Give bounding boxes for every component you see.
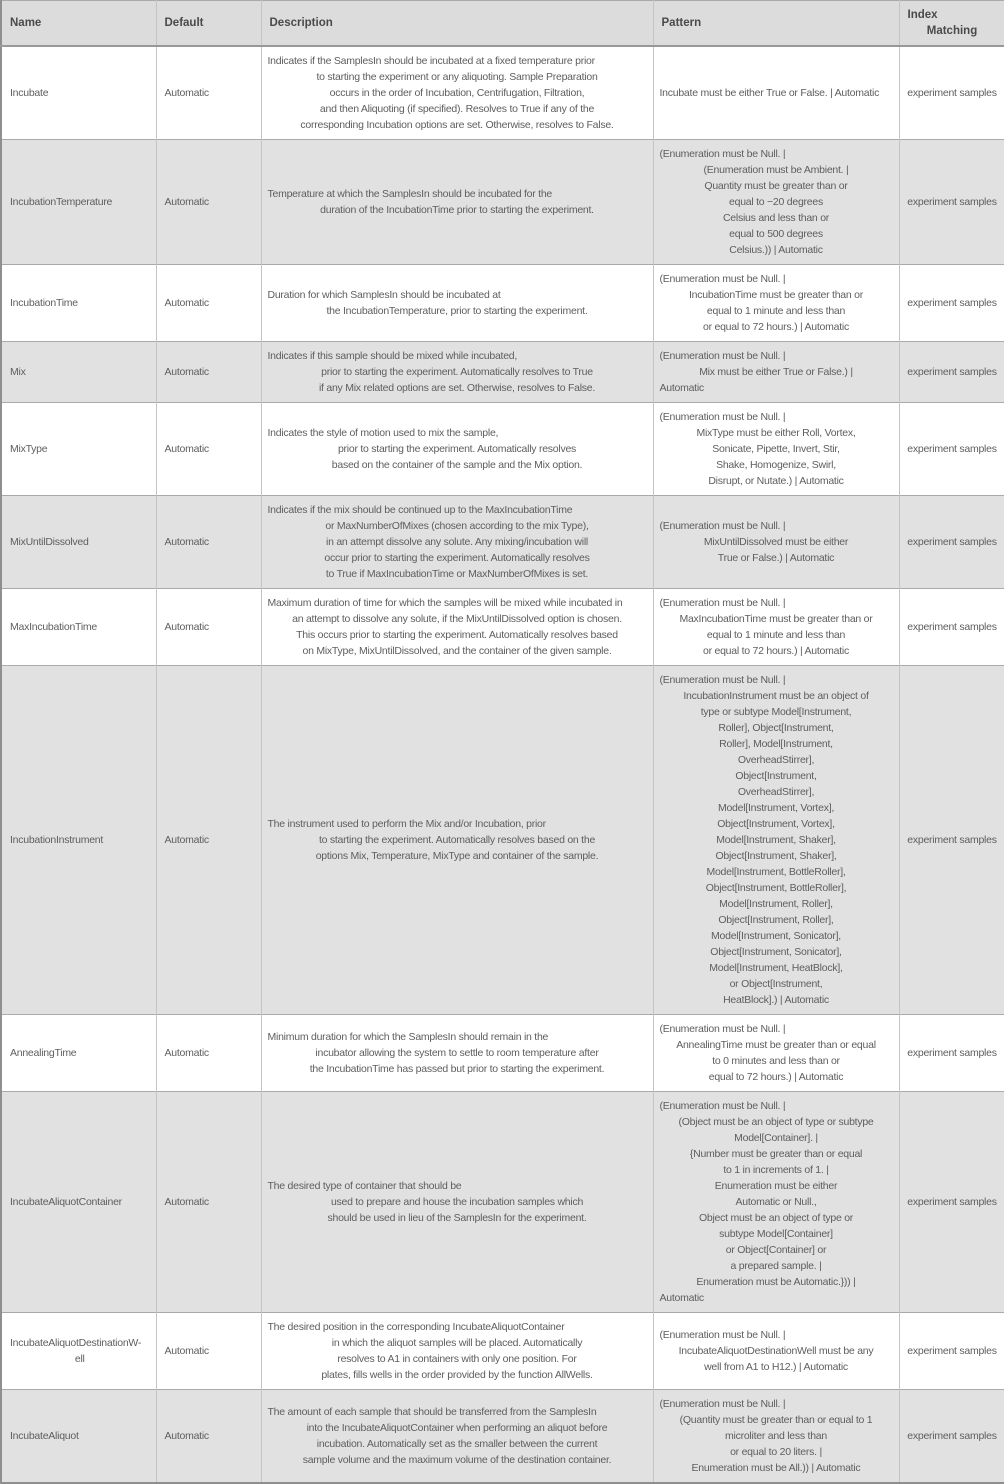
pattern-line: Model[Instrument, Sonicator], bbox=[711, 930, 841, 942]
index-matching-value: experiment samples bbox=[907, 1430, 997, 1442]
option-name: Mix bbox=[10, 366, 26, 378]
index-matching-cell bbox=[899, 1092, 1004, 1313]
description-line: Indicates if the SamplesIn should be incubated at a fixed temperature prior bbox=[267, 55, 595, 67]
default-value-cell bbox=[156, 1390, 261, 1484]
description-line: an attempt to dissolve any solute, if the MixUntilDissolved option is chosen. bbox=[292, 613, 622, 625]
index-matching-cell bbox=[899, 666, 1004, 1015]
pattern-line: type or subtype Model[Instrument, bbox=[700, 706, 852, 718]
pattern-line: (Enumeration must be Null. | bbox=[659, 148, 786, 160]
option-name: IncubateAliquotContainer bbox=[10, 1196, 122, 1208]
option-name: IncubationInstrument bbox=[10, 834, 104, 846]
default-value: Automatic bbox=[164, 196, 209, 208]
option-name: IncubationTemperature bbox=[10, 196, 113, 208]
description-line: The desired type of container that should be bbox=[267, 1180, 462, 1192]
pattern-line: IncubationInstrument must be an object of bbox=[683, 690, 869, 702]
table-header bbox=[1, 1, 1004, 47]
description-line: corresponding Incubation options are set. Otherwise, resolves to False. bbox=[300, 119, 614, 131]
option-name-cell bbox=[1, 140, 156, 265]
option-name-cell bbox=[1, 1092, 156, 1313]
description-line: Indicates the style of motion used to mix the sample, bbox=[267, 427, 499, 439]
pattern-cell bbox=[653, 1015, 899, 1092]
index-matching-cell bbox=[899, 1015, 1004, 1092]
pattern-line: equal to 1 minute and less than bbox=[706, 305, 846, 317]
pattern-line: Enumeration must be Automatic.})) | bbox=[696, 1276, 856, 1288]
pattern-line: Model[Instrument, Vortex], bbox=[717, 802, 835, 814]
description-line: Indicates if this sample should be mixed while incubated, bbox=[267, 350, 518, 362]
pattern-line: Automatic bbox=[659, 1292, 704, 1304]
index-matching-value: experiment samples bbox=[907, 1196, 997, 1208]
column-header-default bbox=[156, 1, 261, 47]
description-cell bbox=[261, 140, 653, 265]
description-line: options Mix, Temperature, MixType and container of the sample. bbox=[315, 850, 599, 862]
default-value-cell bbox=[156, 265, 261, 342]
pattern-cell bbox=[653, 46, 899, 140]
pattern-line: to 0 minutes and less than or bbox=[712, 1055, 840, 1067]
pattern-line: (Enumeration must be Null. | bbox=[659, 1329, 786, 1341]
description-cell bbox=[261, 589, 653, 666]
table-row bbox=[1, 46, 1004, 140]
pattern-line: MaxIncubationTime must be greater than or bbox=[679, 613, 873, 625]
index-matching-value: experiment samples bbox=[907, 366, 997, 378]
description-line: occur prior to starting the experiment. Automatically resolves bbox=[324, 552, 590, 564]
pattern-line: Enumeration must be All.)) | Automatic bbox=[691, 1462, 861, 1474]
default-value-cell bbox=[156, 1015, 261, 1092]
description-line: the IncubationTemperature, prior to starting the experiment. bbox=[326, 305, 588, 317]
pattern-line: Automatic or Null., bbox=[735, 1196, 817, 1208]
pattern-cell bbox=[653, 403, 899, 496]
pattern-line: (Enumeration must be Ambient. | bbox=[703, 164, 849, 176]
index-matching-cell bbox=[899, 589, 1004, 666]
pattern-cell bbox=[653, 1390, 899, 1484]
option-name-cell bbox=[1, 589, 156, 666]
column-header-label: Default bbox=[164, 17, 204, 29]
pattern-line: Shake, Homogenize, Swirl, bbox=[716, 459, 836, 471]
description-line: sample volume and the maximum volume of the destination container. bbox=[302, 1454, 612, 1466]
index-matching-cell bbox=[899, 1390, 1004, 1484]
pattern-line: Object[Instrument, BottleRoller], bbox=[705, 882, 847, 894]
description-line: or MaxNumberOfMixes (chosen according to the mix Type), bbox=[325, 520, 589, 532]
index-matching-cell bbox=[899, 1313, 1004, 1390]
column-header-description bbox=[261, 1, 653, 47]
default-value: Automatic bbox=[164, 297, 209, 309]
description-line: and then Aliquoting (if specified). Resolves to True if any of the bbox=[319, 103, 595, 115]
option-name: IncubateAliquotDestinationW- bbox=[10, 1337, 142, 1349]
column-header-pattern bbox=[653, 1, 899, 47]
pattern-cell bbox=[653, 342, 899, 403]
description-cell bbox=[261, 46, 653, 140]
description-line: plates, fills wells in the order provided by the function AllWells. bbox=[321, 1369, 593, 1381]
table-row bbox=[1, 666, 1004, 1015]
default-value: Automatic bbox=[164, 1430, 209, 1442]
description-line: to True if MaxIncubationTime or MaxNumberOfMixes is set. bbox=[325, 568, 589, 580]
pattern-line: or equal to 72 hours.) | Automatic bbox=[703, 645, 849, 657]
pattern-line: HeatBlock].) | Automatic bbox=[723, 994, 829, 1006]
pattern-line: (Enumeration must be Null. | bbox=[659, 597, 786, 609]
default-value: Automatic bbox=[164, 1047, 209, 1059]
pattern-line: (Enumeration must be Null. | bbox=[659, 520, 786, 532]
index-matching-value: experiment samples bbox=[907, 196, 997, 208]
pattern-line: IncubateAliquotDestinationWell must be any bbox=[678, 1345, 874, 1357]
option-name-cell bbox=[1, 403, 156, 496]
description-cell bbox=[261, 496, 653, 589]
pattern-line: OverheadStirrer], bbox=[737, 754, 815, 766]
description-line: The instrument used to perform the Mix and/or Incubation, prior bbox=[267, 818, 546, 830]
description-line: to starting the experiment or any aliquoting. Sample Preparation bbox=[316, 71, 598, 83]
index-matching-cell bbox=[899, 140, 1004, 265]
description-line: This occurs prior to starting the experiment. Automatically resolves based bbox=[296, 629, 618, 641]
default-value: Automatic bbox=[164, 87, 209, 99]
pattern-line: equal to −20 degrees bbox=[729, 196, 823, 208]
pattern-cell bbox=[653, 589, 899, 666]
table-row bbox=[1, 342, 1004, 403]
pattern-line: Model[Instrument, HeatBlock], bbox=[709, 962, 843, 974]
pattern-line: Model[Instrument, Shaker], bbox=[716, 834, 836, 846]
default-value: Automatic bbox=[164, 1345, 209, 1357]
header-row bbox=[1, 1, 1004, 47]
pattern-line: (Enumeration must be Null. | bbox=[659, 411, 786, 423]
description-cell bbox=[261, 666, 653, 1015]
option-name: MixType bbox=[10, 443, 48, 455]
pattern-line: or equal to 20 liters. | bbox=[730, 1446, 822, 1458]
description-line: Duration for which SamplesIn should be incubated at bbox=[267, 289, 501, 301]
index-matching-cell bbox=[899, 403, 1004, 496]
pattern-line: Disrupt, or Nutate.) | Automatic bbox=[708, 475, 844, 487]
pattern-line: or Object[Instrument, bbox=[729, 978, 823, 990]
description-line: the IncubationTime has passed but prior to starting the experiment. bbox=[309, 1063, 605, 1075]
description-line: should be used in lieu of the SamplesIn for the experiment. bbox=[327, 1212, 587, 1224]
default-value: Automatic bbox=[164, 621, 209, 633]
index-matching-value: experiment samples bbox=[907, 443, 997, 455]
pattern-line: Object[Instrument, Sonicator], bbox=[710, 946, 842, 958]
pattern-line: Model[Instrument, Roller], bbox=[719, 898, 833, 910]
pattern-line: Object[Instrument, Shaker], bbox=[715, 850, 837, 862]
pattern-cell bbox=[653, 666, 899, 1015]
option-name-cell bbox=[1, 496, 156, 589]
pattern-line: IncubationTime must be greater than or bbox=[689, 289, 863, 301]
default-value-cell bbox=[156, 666, 261, 1015]
pattern-cell bbox=[653, 496, 899, 589]
pattern-line: Celsius and less than or bbox=[722, 212, 830, 224]
default-value-cell bbox=[156, 342, 261, 403]
pattern-cell bbox=[653, 1313, 899, 1390]
description-line: prior to starting the experiment. Automatically resolves to True bbox=[321, 366, 593, 378]
default-value-cell bbox=[156, 140, 261, 265]
option-name: ell bbox=[74, 1353, 85, 1365]
option-name: MixUntilDissolved bbox=[10, 536, 89, 548]
description-line: in an attempt dissolve any solute. Any mixing/incubation will bbox=[326, 536, 588, 548]
option-name: IncubateAliquot bbox=[10, 1430, 79, 1442]
default-value-cell bbox=[156, 1313, 261, 1390]
column-header-label: Description bbox=[269, 17, 333, 29]
index-matching-value: experiment samples bbox=[907, 621, 997, 633]
pattern-line: Object[Instrument, Vortex], bbox=[717, 818, 835, 830]
pattern-line: AnnealingTime must be greater than or equal bbox=[676, 1039, 876, 1051]
description-line: The amount of each sample that should be transferred from the SamplesIn bbox=[267, 1406, 597, 1418]
option-name-cell bbox=[1, 342, 156, 403]
column-header-name bbox=[1, 1, 156, 47]
description-cell bbox=[261, 1390, 653, 1484]
pattern-line: Roller], Object[Instrument, bbox=[718, 722, 834, 734]
pattern-line: equal to 72 hours.) | Automatic bbox=[708, 1071, 844, 1083]
pattern-line: Roller], Model[Instrument, bbox=[719, 738, 833, 750]
option-name: MaxIncubationTime bbox=[10, 621, 97, 633]
option-name-cell bbox=[1, 46, 156, 140]
pattern-line: equal to 1 minute and less than bbox=[706, 629, 846, 641]
description-cell bbox=[261, 1092, 653, 1313]
index-matching-value: experiment samples bbox=[907, 1345, 997, 1357]
pattern-line: (Enumeration must be Null. | bbox=[659, 273, 786, 285]
pattern-line: MixUntilDissolved must be either bbox=[703, 536, 849, 548]
default-value-cell bbox=[156, 496, 261, 589]
pattern-line: Enumeration must be either bbox=[714, 1180, 838, 1192]
pattern-line: to 1 in increments of 1. | bbox=[723, 1164, 829, 1176]
table-row bbox=[1, 1092, 1004, 1313]
description-line: in which the aliquot samples will be placed. Automatically bbox=[331, 1337, 583, 1349]
description-cell bbox=[261, 1313, 653, 1390]
column-header-label: Name bbox=[10, 17, 42, 29]
column-header-index-matching bbox=[899, 1, 1004, 47]
pattern-line: Mix must be either True or False.) | bbox=[699, 366, 853, 378]
pattern-line: True or False.) | Automatic bbox=[717, 552, 835, 564]
default-value: Automatic bbox=[164, 366, 209, 378]
pattern-line: Quantity must be greater than or bbox=[704, 180, 848, 192]
description-line: to starting the experiment. Automatically resolves based on the bbox=[318, 834, 596, 846]
pattern-line: equal to 500 degrees bbox=[729, 228, 823, 240]
pattern-line: Object[Instrument, bbox=[735, 770, 817, 782]
default-value: Automatic bbox=[164, 834, 209, 846]
option-name-cell bbox=[1, 1015, 156, 1092]
pattern-line: (Enumeration must be Null. | bbox=[659, 1100, 786, 1112]
default-value-cell bbox=[156, 403, 261, 496]
index-matching-cell bbox=[899, 265, 1004, 342]
description-line: Maximum duration of time for which the samples will be mixed while incubated in bbox=[267, 597, 623, 609]
table-row bbox=[1, 496, 1004, 589]
table-row bbox=[1, 1390, 1004, 1484]
pattern-line: (Enumeration must be Null. | bbox=[659, 674, 786, 686]
description-line: duration of the IncubationTime prior to starting the experiment. bbox=[320, 204, 594, 216]
table-body bbox=[1, 46, 1004, 1483]
pattern-line: OverheadStirrer], bbox=[737, 786, 815, 798]
pattern-cell bbox=[653, 265, 899, 342]
pattern-line: Sonicate, Pipette, Invert, Stir, bbox=[712, 443, 840, 455]
option-name-cell bbox=[1, 666, 156, 1015]
description-cell bbox=[261, 1015, 653, 1092]
table-row bbox=[1, 1313, 1004, 1390]
pattern-line: or Object[Container] or bbox=[725, 1244, 827, 1256]
table-row bbox=[1, 1015, 1004, 1092]
index-matching-value: experiment samples bbox=[907, 87, 997, 99]
table-row bbox=[1, 403, 1004, 496]
option-name: IncubationTime bbox=[10, 297, 78, 309]
description-line: into the IncubateAliquotContainer when performing an aliquot before bbox=[306, 1422, 608, 1434]
option-name-cell bbox=[1, 1313, 156, 1390]
pattern-line: (Object must be an object of type or subtype bbox=[678, 1116, 874, 1128]
description-line: incubation. Automatically set as the smaller between the current bbox=[316, 1438, 598, 1450]
pattern-line: Object[Instrument, Roller], bbox=[718, 914, 834, 926]
description-line: based on the container of the sample and the Mix option. bbox=[331, 459, 583, 471]
pattern-cell bbox=[653, 1092, 899, 1313]
option-name: AnnealingTime bbox=[10, 1047, 77, 1059]
index-matching-cell bbox=[899, 46, 1004, 140]
column-header-label: Pattern bbox=[661, 17, 702, 29]
description-line: incubator allowing the system to settle to room temperature after bbox=[315, 1047, 599, 1059]
description-line: resolves to A1 in containers with only one position. For bbox=[337, 1353, 577, 1365]
description-line: Temperature at which the SamplesIn should be incubated for the bbox=[267, 188, 553, 200]
option-name-cell bbox=[1, 1390, 156, 1484]
index-matching-cell bbox=[899, 496, 1004, 589]
description-cell bbox=[261, 265, 653, 342]
description-cell bbox=[261, 342, 653, 403]
pattern-line: Object must be an object of type or bbox=[698, 1212, 854, 1224]
index-matching-value: experiment samples bbox=[907, 536, 997, 548]
description-line: The desired position in the corresponding IncubateAliquotContainer bbox=[267, 1321, 565, 1333]
pattern-line: subtype Model[Container] bbox=[719, 1228, 833, 1240]
option-name: Incubate bbox=[10, 87, 49, 99]
pattern-line: a prepared sample. | bbox=[730, 1260, 822, 1272]
default-value-cell bbox=[156, 589, 261, 666]
pattern-line: Automatic bbox=[659, 382, 704, 394]
description-line: Minimum duration for which the SamplesIn should remain in the bbox=[267, 1031, 549, 1043]
pattern-line: or equal to 72 hours.) | Automatic bbox=[703, 321, 849, 333]
table-row bbox=[1, 265, 1004, 342]
pattern-cell bbox=[653, 140, 899, 265]
description-line: occurs in the order of Incubation, Centrifugation, Filtration, bbox=[329, 87, 585, 99]
pattern-line: well from A1 to H12.) | Automatic bbox=[704, 1361, 848, 1373]
pattern-line: Model[Container]. | bbox=[734, 1132, 818, 1144]
pattern-line: (Enumeration must be Null. | bbox=[659, 1023, 786, 1035]
pattern-line: Incubate must be either True or False. | Automatic bbox=[659, 87, 880, 99]
index-matching-value: experiment samples bbox=[907, 834, 997, 846]
pattern-line: Model[Instrument, BottleRoller], bbox=[706, 866, 846, 878]
pattern-line: (Quantity must be greater than or equal to 1 bbox=[679, 1414, 873, 1426]
description-line: if any Mix related options are set. Otherwise, resolves to False. bbox=[318, 382, 596, 394]
pattern-line: (Enumeration must be Null. | bbox=[659, 1398, 786, 1410]
pattern-line: Celsius.)) | Automatic bbox=[729, 244, 823, 256]
pattern-line: microliter and less than bbox=[725, 1430, 827, 1442]
pattern-line: (Enumeration must be Null. | bbox=[659, 350, 786, 362]
pattern-line: {Number must be greater than or equal bbox=[689, 1148, 863, 1160]
description-line: used to prepare and house the incubation samples which bbox=[330, 1196, 584, 1208]
description-line: prior to starting the experiment. Automatically resolves bbox=[337, 443, 577, 455]
default-value-cell bbox=[156, 46, 261, 140]
description-line: on MixType, MixUntilDissolved, and the container of the given sample. bbox=[302, 645, 612, 657]
index-matching-cell bbox=[899, 342, 1004, 403]
description-cell bbox=[261, 403, 653, 496]
default-value-cell bbox=[156, 1092, 261, 1313]
option-name-cell bbox=[1, 265, 156, 342]
index-matching-value: experiment samples bbox=[907, 1047, 997, 1059]
column-header-label: Matching bbox=[926, 25, 978, 37]
default-value: Automatic bbox=[164, 1196, 209, 1208]
column-header-label: Index bbox=[907, 9, 938, 21]
default-value: Automatic bbox=[164, 443, 209, 455]
default-value: Automatic bbox=[164, 536, 209, 548]
description-line: Indicates if the mix should be continued up to the MaxIncubationTime bbox=[267, 504, 573, 516]
index-matching-value: experiment samples bbox=[907, 297, 997, 309]
pattern-line: MixType must be either Roll, Vortex, bbox=[696, 427, 856, 439]
table-row bbox=[1, 140, 1004, 265]
table-row bbox=[1, 589, 1004, 666]
